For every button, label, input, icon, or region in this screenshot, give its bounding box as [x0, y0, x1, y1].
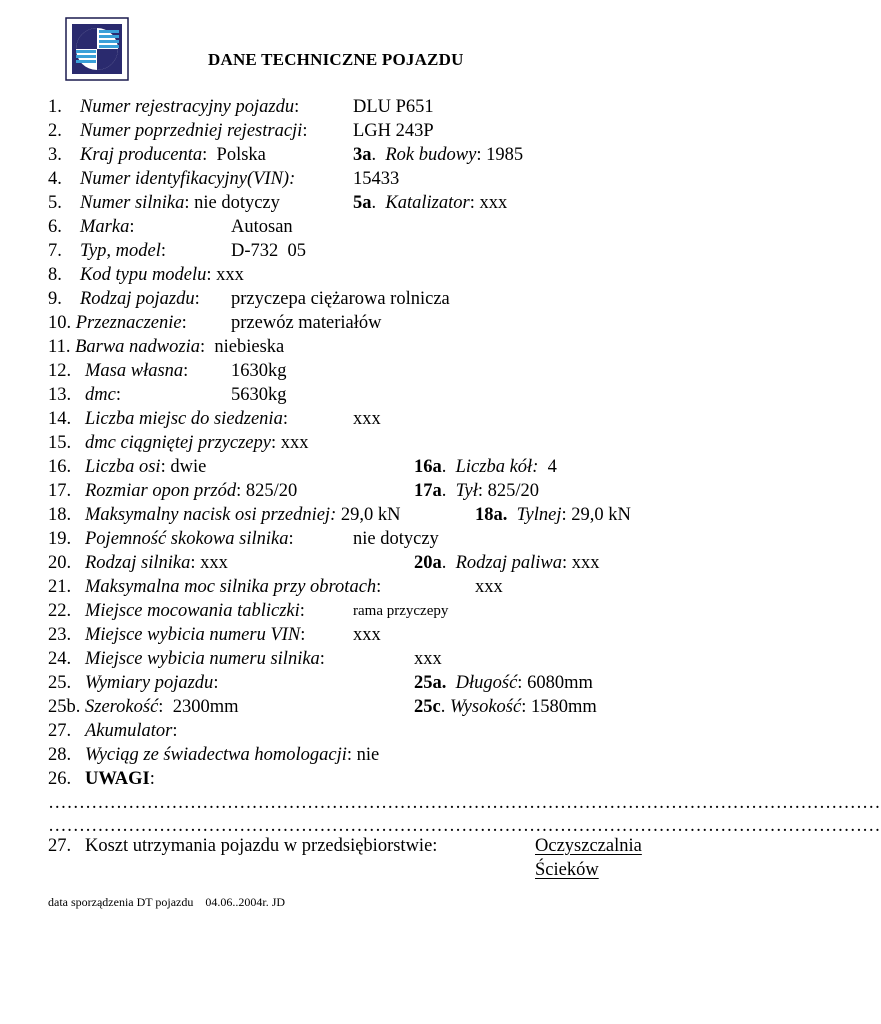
row-value: przewóz materiałów: [231, 313, 382, 333]
row-value: Autosan: [231, 217, 293, 237]
row-label: Masa własna: [85, 361, 184, 381]
document-title: DANE TECHNICZNE POJAZDU: [208, 50, 464, 69]
document-footer: [48, 895, 285, 910]
row-value: niebieska: [214, 337, 285, 357]
row-label: Rozmiar opon przód: [85, 481, 237, 501]
row-value: 29,0 kN: [340, 505, 401, 525]
row-wheels: 16a. Liczba kół: 4: [414, 457, 557, 477]
row-label: Numer silnika: [80, 193, 185, 213]
row-label: Numer rejestracyjny pojazdu: [80, 97, 295, 117]
row-label: Przeznaczenie: [75, 313, 182, 333]
row-label: Typ, model: [80, 241, 161, 261]
remarks-dotted-line-1: ………………………………………………………………………………………………………………………: [48, 793, 881, 813]
row-fuel-type: 20a. Rodzaj paliwa: xxx: [414, 553, 600, 573]
row-label: Liczba miejsc do siedzenia: [85, 409, 283, 429]
row-label: Koszt utrzymania pojazdu w przedsiębiorstwie:: [85, 836, 438, 856]
row-value: nie: [356, 745, 380, 765]
row-label: UWAGI: [85, 769, 150, 789]
company-logo: [66, 18, 128, 80]
row-label: dmc: [85, 385, 116, 405]
row-value: xxx: [200, 553, 228, 573]
row-label: Rodzaj silnika: [85, 553, 191, 573]
row-value: xxx: [280, 433, 309, 453]
row-value: 5630kg: [231, 385, 287, 405]
remarks-dotted-line-2: ………………………………………………………………………………………………………………………: [48, 816, 881, 836]
row-value: 15433: [353, 169, 400, 189]
row-label: Liczba osi: [85, 457, 161, 477]
row-label: Marka: [80, 217, 130, 237]
row-value: LGH 243P: [353, 121, 434, 141]
row-value: 2300mm: [172, 697, 239, 717]
row-label: Wyciąg ze świadectwa homologacji: [85, 745, 347, 765]
row-value: DLU P651: [353, 97, 434, 117]
row-label: Maksymalna moc silnika przy obrotach: [85, 577, 377, 597]
row-value: xxx: [414, 649, 442, 669]
row-label: Miejsce wybicia numeru VIN: [85, 625, 301, 645]
row-value: D-732 05: [231, 241, 307, 261]
row-height: 25c. Wysokość: 1580mm: [414, 697, 597, 717]
row-value: xxx: [353, 625, 381, 645]
footer-date: 04.06..2004r. JD: [205, 895, 286, 909]
row-label: Szerokość: [85, 697, 159, 717]
cost-value-line2: Ścieków: [535, 860, 599, 880]
row-value: nie dotyczy: [194, 193, 280, 213]
row-value: przyczepa ciężarowa rolnicza: [231, 289, 450, 309]
row-value: 1630kg: [231, 361, 287, 381]
row-value: xxx: [353, 409, 381, 429]
row-value: xxx: [475, 577, 503, 597]
row-build-year: 3a. Rok budowy: 1985: [353, 145, 524, 165]
row-label: Rodzaj pojazdu: [80, 289, 195, 309]
row-label: Wymiary pojazdu: [85, 673, 214, 693]
row-value: rama przyczepy: [353, 603, 449, 619]
row-value: Polska: [216, 145, 266, 165]
row-label: Akumulator: [85, 721, 173, 741]
row-label: Barwa nadwozia: [75, 337, 200, 357]
row-value: xxx: [216, 265, 244, 285]
row-label: dmc ciągniętej przyczepy: [85, 433, 271, 453]
row-catalyst: 5a. Katalizator: xxx: [353, 193, 508, 213]
row-label: Maksymalny nacisk osi przedniej:: [85, 505, 337, 525]
row-label: Kraj producenta: [80, 145, 203, 165]
row-num: 1.: [48, 97, 62, 117]
row-rear-tyres: 17a. Tył: 825/20: [414, 481, 540, 501]
row-value: nie dotyczy: [353, 529, 439, 549]
row-label: Numer identyfikacyjny(VIN):: [80, 169, 296, 189]
row-value: 825/20: [245, 481, 298, 501]
row-label: Miejsce mocowania tabliczki: [85, 601, 300, 621]
row-label: Numer poprzedniej rejestracji: [80, 121, 303, 141]
row-length: 25a. Długość: 6080mm: [414, 673, 593, 693]
row-label: Kod typu modelu: [80, 265, 207, 285]
row-label: Pojemność skokowa silnika: [85, 529, 289, 549]
cost-value-line1: Oczyszczalnia: [535, 836, 642, 856]
row-label: Miejsce wybicia numeru silnika: [85, 649, 320, 669]
footer-label: data sporządzenia DT pojazdu: [48, 895, 194, 909]
row-rear-axle-load: 18a. Tylnej: 29,0 kN: [475, 505, 631, 525]
row-value: dwie: [170, 457, 207, 477]
